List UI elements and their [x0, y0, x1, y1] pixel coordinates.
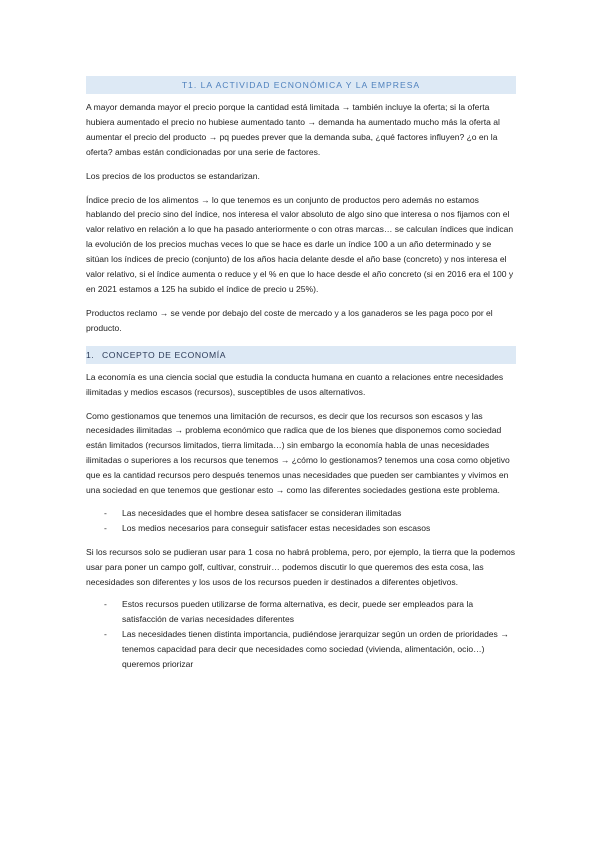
paragraph: Índice precio de los alimentos → lo que tenemos es un conjunto de productos pero además no estamos hablando del precio sino del índice, nos interesa el valor absoluto de algo sino que interesa o nos fijamos con el valor relativo en relación a lo que ha pasado anteriormente o con otras marcas… se calculan índices que indican la evolución de los precios muchas veces lo que se hace es darle un índice 100 a un año determinado y se sitúan los índices de precio (conjunto) de los años hacia delante desde el año base (concreto) y nos interesa el valor relativo, si el índice aumenta o reduce y el % en que lo hace desde el año concreto (si en 2016 era el 100 y en 2021 estamos a 125 ha subido el índice de precio u 25%). — [86, 194, 514, 294]
section-heading — [86, 346, 516, 364]
paragraph: Productos reclamo → se vende por debajo del coste de mercado y a los ganaderos se les paga poco por el producto. — [86, 307, 493, 333]
chapter-title: T1. LA ACTIVIDAD ECNONÓMICA Y LA EMPRESA — [86, 76, 516, 94]
dash-bullet: - — [104, 522, 107, 533]
dash-bullet: - — [104, 599, 107, 610]
dash-bullet: - — [104, 507, 107, 518]
bullet-list — [86, 597, 516, 672]
paragraph: A mayor demanda mayor el precio porque la cantidad está limitada → también incluye la oferta; si la oferta hubiera aumentado el precio no hubiese aumentado tanto → demanda ha aumentado mucho más la oferta al aumentar el precio del producto → pq puedes prever que la demanda suba, ¿qué factores influyen? ¿o en la oferta? ambas están condicionadas por una serie de factores. — [86, 102, 500, 157]
list-item: - Estos recursos pueden utilizarse de forma alternativa, es decir, puede ser empleados para la satisfacción de varias necesidades diferentes — [104, 599, 474, 625]
section-number: 1. — [86, 349, 95, 360]
list-item: - Los medios necesarios para conseguir satisfacer estas necesidades son escasos — [86, 521, 516, 536]
list-item: - Las necesidades tienen distinta importancia, pudiéndose jerarquizar según un orden de prioridades → tenemos capacidad para decir que necesidades como sociedad (vivienda, alimentación, ocio…) queremos priorizar — [104, 629, 509, 670]
paragraph: Como gestionamos que tenemos una limitación de recursos, es decir que los recursos son escasos y las necesidades ilimitadas → problema económico que radica que de los bienes que disponemos como sociedad están limitados (recursos limitados, tierra limitada…) sin embargo la economía habla de unas necesidades ilimitadas o superiores a los recursos que tenemos → ¿cómo lo gestionamos? tenemos una cosa como objetivo que es la cantidad recursos pero después tenemos unas necesidades que pueden ser cambiantes y vivimos en una sociedad en que tenemos que gestionar esto → como las diferentes sociedades gestiona este problema. — [86, 410, 510, 496]
paragraph: Los precios de los productos se estandarizan. — [86, 170, 260, 181]
paragraph: La economía es una ciencia social que estudia la conducta humana en cuanto a relaciones entre necesidades ilimitadas y medios escasos (recursos), susceptibles de usos alternativos. — [86, 371, 504, 397]
section-title: CONCEPTO DE ECONOMÍA — [102, 349, 227, 360]
document-content — [86, 76, 516, 672]
bullet-list — [86, 506, 516, 536]
paragraph: Si los recursos solo se pudieran usar para 1 cosa no habrá problema, pero, por ejemplo, la tierra que la podemos usar para poner un campo golf, cultivar, construir… podemos discutir lo que queremos des esta cosa, las necesidades son diferentes y los usos de los recursos pueden ir destinados a diferentes objetivos. — [86, 546, 516, 587]
list-item: - Las necesidades que el hombre desea satisfacer se consideran ilimitadas — [86, 506, 516, 521]
dash-bullet: - — [104, 629, 107, 640]
